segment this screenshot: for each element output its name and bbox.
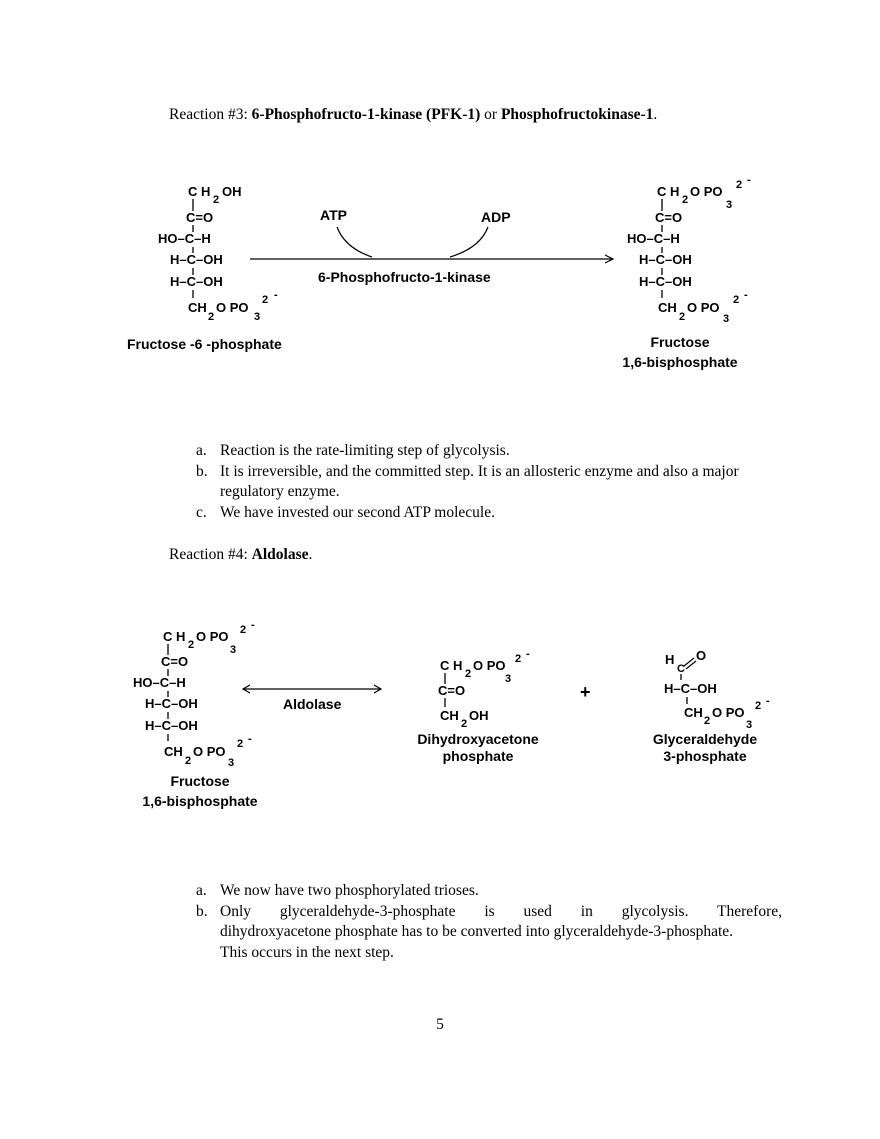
svg-text:O: O [696,648,707,663]
svg-text:O PO: O PO [196,629,229,644]
svg-text:HO–C–H: HO–C–H [133,675,186,690]
fructose-1-6-bisphosphate-label [80,771,320,811]
product1-name-line2: phosphate [442,748,514,764]
svg-text:-: - [747,174,751,186]
svg-text:3: 3 [254,311,261,323]
svg-text:2: 2 [733,294,740,306]
product2-name-line2: 3-phosphate [663,748,747,764]
svg-text:O PO: O PO [712,705,745,720]
reaction4-notes [196,881,782,963]
list-item [196,441,782,462]
svg-text:H–C–OH: H–C–OH [639,252,692,267]
note-text: We now have two phosphorylated trioses. [220,882,479,899]
svg-text:2: 2 [240,624,247,636]
svg-text:OH: OH [222,184,242,199]
svg-text:C H: C H [188,184,211,199]
svg-text:C H: C H [163,629,186,644]
reaction3-notes [196,441,782,523]
heading-enzyme-name: Aldolase [251,546,309,563]
svg-text:-: - [274,289,278,301]
fructose-6-phosphate-structure [158,184,278,323]
page-number: 5 [436,1016,444,1033]
svg-text:-: - [766,695,770,707]
svg-text:H–C–OH: H–C–OH [664,681,717,696]
note-text: We have invested our second ATP molecule. [220,503,495,521]
pfk1-enzyme-label: 6-Phosphofructo-1-kinase [318,269,491,285]
note-text-line2: dihydroxyacetone phosphate has to be converted into glyceraldehyde-3-phosphate. [220,923,734,940]
list-item [196,881,782,902]
heading-enzyme-name: 6-Phosphofructo-1-kinase (PFK-1) [251,106,481,123]
plus-sign: + [580,682,591,702]
svg-text:C H: C H [440,658,463,673]
atp-label: ATP [320,207,347,223]
glyceraldehyde-3-phosphate-structure [664,648,770,731]
svg-text:-: - [744,289,748,301]
product-name-line2: 1,6-bisphosphate [622,354,738,370]
heading-middle: or [480,106,501,123]
svg-text:2: 2 [461,718,468,730]
list-item [196,462,782,503]
svg-text:H–C–OH: H–C–OH [145,696,198,711]
svg-text:O PO: O PO [687,300,720,315]
note-text-line3: This occurs in the next step. [220,943,394,961]
glyceraldehyde-3-phosphate-label [605,731,805,765]
svg-text:CH: CH [440,708,459,723]
svg-text:HO–C–H: HO–C–H [158,231,211,246]
svg-text:-: - [526,648,530,660]
list-item [196,503,782,524]
heading-suffix: . [653,106,658,123]
svg-text:3: 3 [228,757,235,769]
reaction4-heading [169,545,312,565]
fructose-1-6-bisphosphate-structure [627,174,751,325]
svg-text:O PO: O PO [216,300,249,315]
svg-text:C=O: C=O [186,210,214,225]
list-marker: c. [196,503,207,521]
svg-text:2: 2 [188,639,195,651]
svg-text:C H: C H [657,184,680,199]
svg-text:3: 3 [505,673,512,685]
heading-alt-name: Phosphofructokinase-1 [500,106,654,123]
svg-text:CH: CH [188,300,207,315]
fructose-1-6-bisphosphate-structure [133,619,255,769]
heading-prefix: Reaction #3: [169,106,252,123]
svg-text:H–C–OH: H–C–OH [145,718,198,733]
svg-text:C: C [677,663,685,675]
svg-text:C=O: C=O [161,654,189,669]
svg-text:C=O: C=O [438,683,466,698]
svg-text:O PO: O PO [473,658,506,673]
list-marker: a. [196,882,207,899]
svg-text:2: 2 [682,194,689,206]
svg-text:2: 2 [185,755,192,767]
svg-text:-: - [251,619,255,631]
list-marker: a. [196,442,207,459]
svg-text:O PO: O PO [193,744,226,759]
svg-text:2: 2 [213,194,220,206]
svg-text:2: 2 [679,311,686,323]
svg-text:CH: CH [684,705,703,720]
svg-text:O PO: O PO [690,184,723,199]
fructose-6-phosphate-label: Fructose -6 -phosphate [127,336,282,352]
svg-text:CH: CH [164,744,183,759]
svg-text:2: 2 [465,668,472,680]
svg-text:2: 2 [755,700,762,712]
svg-text:C=O: C=O [655,210,683,225]
product2-name-line1: Glyceraldehyde [652,731,758,747]
svg-text:3: 3 [746,719,753,731]
svg-text:OH: OH [469,708,489,723]
substrate-name-line2: 1,6-bisphosphate [142,793,258,809]
substrate-name-line1: Fructose [170,773,230,789]
svg-text:3: 3 [726,199,733,211]
svg-text:H: H [665,652,675,667]
list-marker: b. [196,902,208,920]
adp-label: ADP [481,209,511,225]
svg-text:2: 2 [262,294,269,306]
heading-prefix: Reaction #4: [169,546,252,563]
note-text-line1: Only glyceraldehyde-3-phosphate is used in glycolysis. Therefore, [220,902,782,920]
svg-text:H–C–OH: H–C–OH [639,274,692,289]
svg-text:HO–C–H: HO–C–H [627,231,680,246]
note-text-line2: regulatory enzyme. [220,483,340,500]
svg-text:2: 2 [736,179,743,191]
svg-text:2: 2 [237,738,244,750]
product1-name-line1: Dihydroxyacetone [417,731,539,747]
dihydroxyacetone-phosphate-structure [438,648,530,730]
heading-suffix: . [308,546,313,563]
note-text-line1: It is irreversible, and the committed step. It is an allosteric enzyme and also a major [220,462,739,480]
note-text: Reaction is the rate-limiting step of glycolysis. [220,442,510,459]
svg-text:H–C–OH: H–C–OH [170,252,223,267]
svg-text:3: 3 [723,313,730,325]
svg-text:2: 2 [704,715,711,727]
aldolase-enzyme-label: Aldolase [283,696,342,712]
svg-text:3: 3 [230,644,237,656]
fructose-1-6-bisphosphate-label [540,332,820,372]
product-name-line1: Fructose [650,334,710,350]
svg-text:H–C–OH: H–C–OH [170,274,223,289]
list-marker: b. [196,462,208,480]
svg-text:2: 2 [515,653,522,665]
list-item [196,902,782,964]
dihydroxyacetone-phosphate-label [378,731,578,765]
svg-text:CH: CH [658,300,677,315]
svg-text:-: - [248,733,252,745]
svg-text:2: 2 [208,311,215,323]
